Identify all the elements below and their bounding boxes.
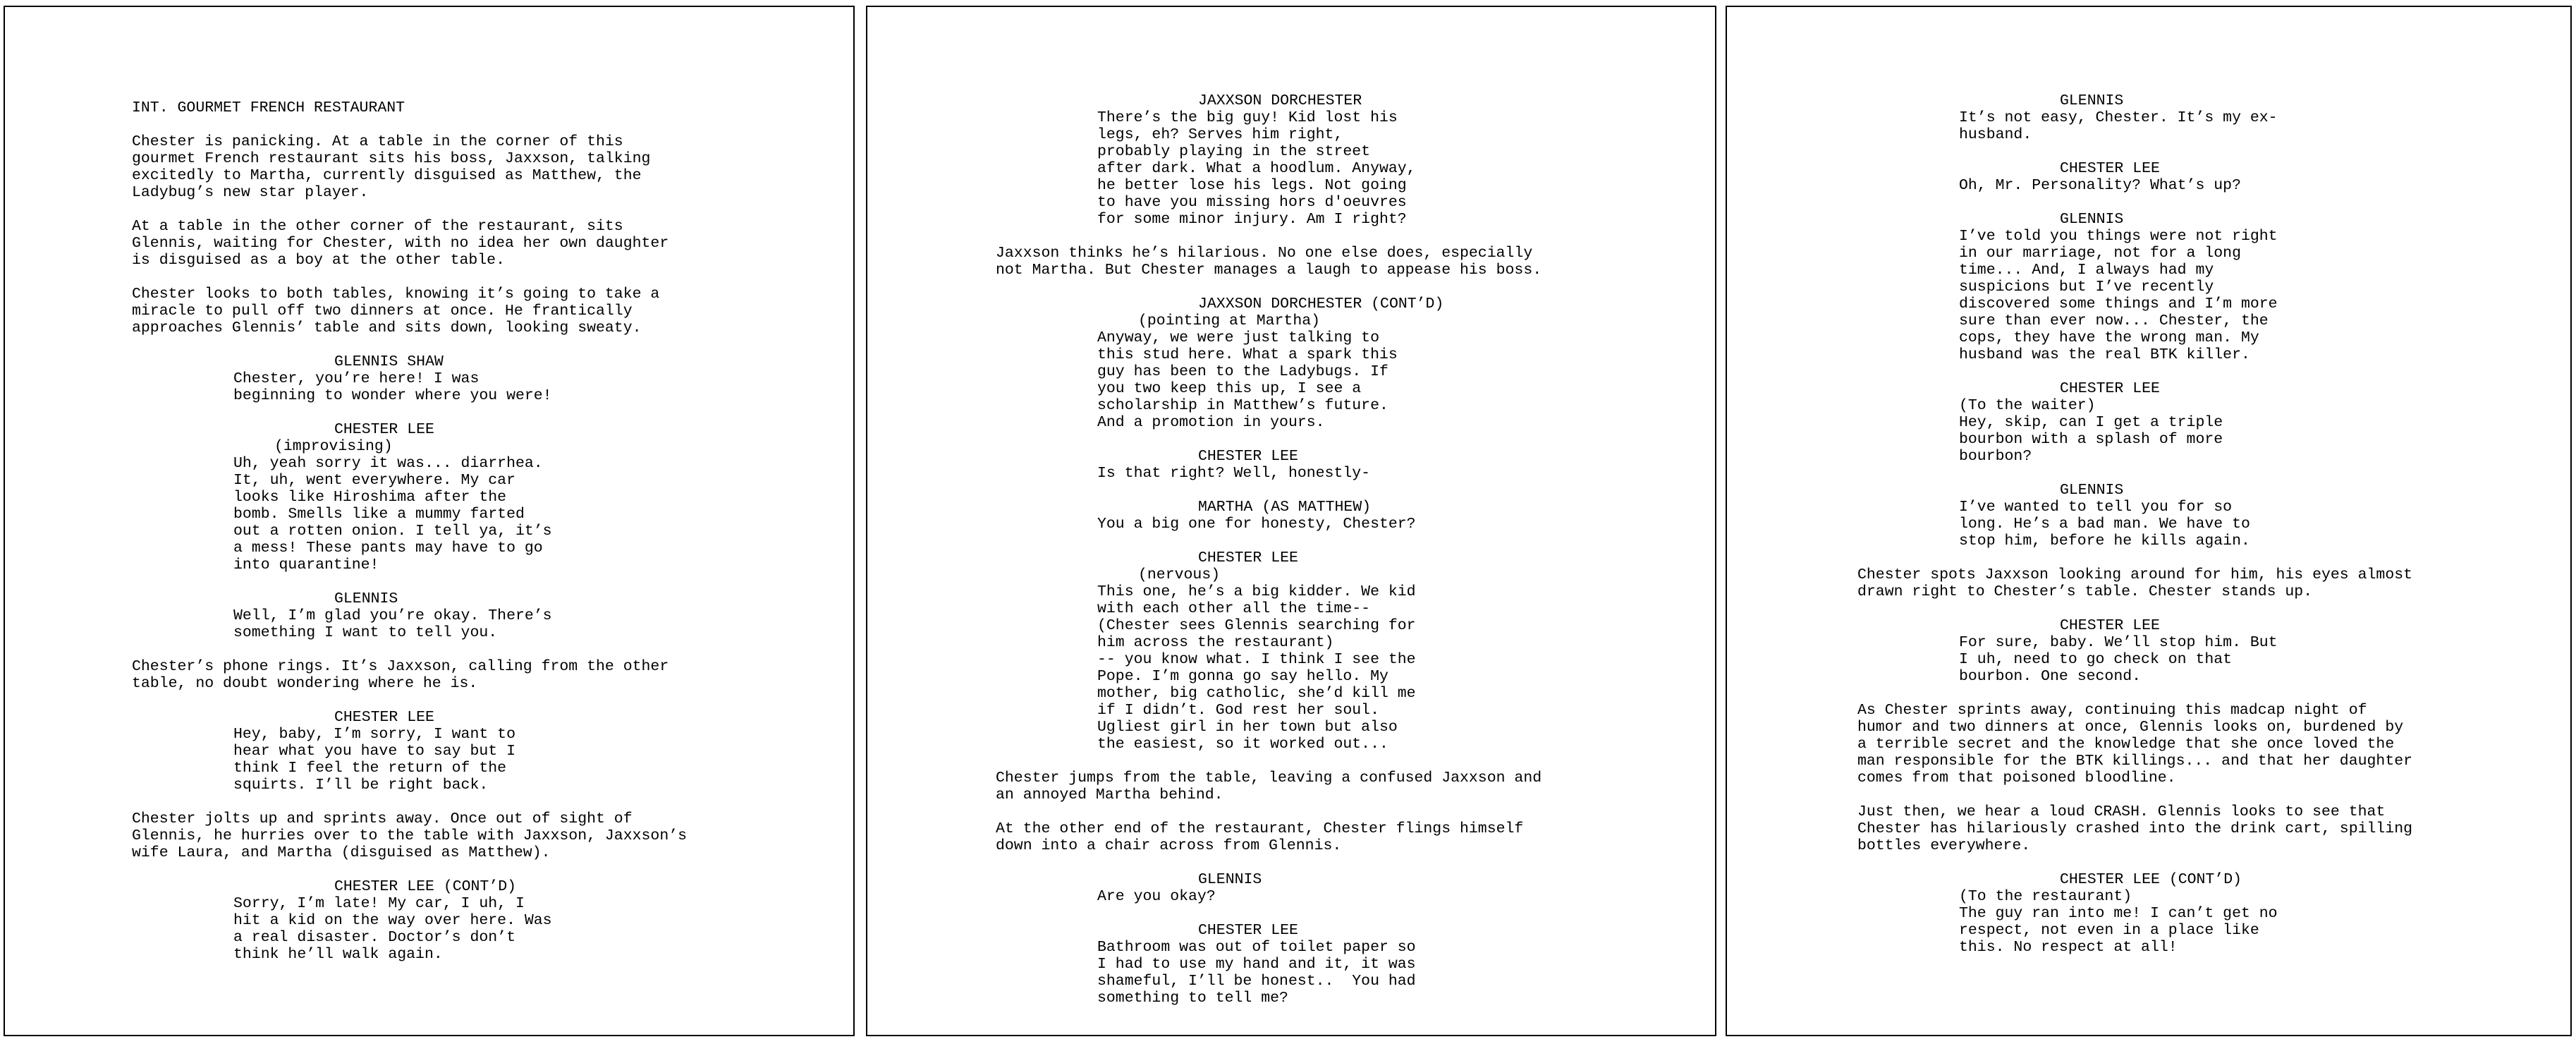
dialogue-text: Is that right? Well, honestly- bbox=[1097, 465, 1371, 482]
parenthetical: (nervous) bbox=[1138, 566, 1221, 583]
dialogue-text: Sorry, I’m late! My car, I uh, I hit a kid on the way over here. Was a real disaster. Doctor’s don’t think he’ll walk again. bbox=[233, 895, 552, 963]
character-name: GLENNIS bbox=[1198, 871, 1262, 888]
character-name: CHESTER LEE bbox=[334, 709, 434, 726]
page-content bbox=[996, 92, 1630, 1024]
scene-heading: INT. GOURMET FRENCH RESTAURANT bbox=[132, 99, 405, 116]
action-line: Chester’s phone rings. It’s Jaxxson, calling from the other table, no doubt wondering where he is. bbox=[132, 658, 669, 692]
dialogue-text: For sure, baby. We’ll stop him. But I uh, need to go check on that bourbon. One second. bbox=[1959, 634, 2278, 685]
character-name: CHESTER LEE bbox=[334, 421, 434, 438]
action-line: Just then, we hear a loud CRASH. Glennis looks to see that Chester has hilariously crashed into the drink cart, spilling bottles everywhere. bbox=[1857, 803, 2413, 854]
dialogue-block bbox=[132, 878, 767, 963]
dialogue-text: Well, I’m glad you’re okay. There’s something I want to tell you. bbox=[233, 607, 552, 641]
action-line: Chester looks to both tables, knowing it’s going to take a miracle to pull off two dinners at once. He frantically approaches Glennis’ table and sits down, looking sweaty. bbox=[132, 286, 660, 336]
character-name: CHESTER LEE bbox=[1198, 550, 1298, 566]
script-page-2 bbox=[866, 6, 1716, 1036]
dialogue-text: I’ve wanted to tell you for so long. He’s a bad man. We have to stop him, before he kills again. bbox=[1959, 499, 2250, 550]
dialogue-block bbox=[132, 353, 767, 404]
action-line: As Chester sprints away, continuing this madcap night of humor and two dinners at once, Glennis looks on, burdened by a terrible secret and the knowledge that she once loved the man responsible for the BTK killings... and that her daughter comes from that poisoned bloodline. bbox=[1857, 702, 2413, 787]
character-name: CHESTER LEE (CONT’D) bbox=[2060, 871, 2242, 888]
dialogue-block bbox=[1857, 482, 2492, 550]
parenthetical: (pointing at Martha) bbox=[1138, 312, 1321, 329]
dialogue-block bbox=[132, 421, 767, 573]
action-line: At a table in the other corner of the restaurant, sits Glennis, waiting for Chester, with no idea her own daughter is disguised as a boy at the other table. bbox=[132, 218, 669, 269]
script-page-3 bbox=[1726, 6, 2572, 1036]
dialogue-text: Chester, you’re here! I was beginning to wonder where you were! bbox=[233, 370, 552, 404]
dialogue-block bbox=[1857, 617, 2492, 685]
dialogue-block bbox=[132, 709, 767, 794]
character-name: GLENNIS bbox=[2060, 211, 2124, 228]
character-name: GLENNIS bbox=[2060, 482, 2124, 499]
dialogue-block bbox=[1857, 211, 2492, 363]
character-name: MARTHA (AS MATTHEW) bbox=[1198, 499, 1372, 516]
script-page-1 bbox=[4, 6, 855, 1036]
action-line: Chester jumps from the table, leaving a confused Jaxxson and an annoyed Martha behind. bbox=[996, 770, 1542, 803]
dialogue-block bbox=[996, 92, 1630, 228]
action-line: At the other end of the restaurant, Chester flings himself down into a chair across from Glennis. bbox=[996, 820, 1524, 854]
action-line: Chester spots Jaxxson looking around for him, his eyes almost drawn right to Chester’s table. Chester stands up. bbox=[1857, 566, 2413, 600]
character-name: JAXXSON DORCHESTER bbox=[1198, 92, 1362, 109]
dialogue-text: Anyway, we were just talking to this stud here. What a spark this guy has been to the Ladybugs. If you two keep this up, I see a scholarship in Matthew’s future. And a promotion in yours. bbox=[1097, 329, 1398, 431]
action-line: Jaxxson thinks he’s hilarious. No one else does, especially not Martha. But Chester manages a laugh to appease his boss. bbox=[996, 245, 1542, 279]
dialogue-text: Oh, Mr. Personality? What’s up? bbox=[1959, 177, 2241, 194]
dialogue-text: This one, he’s a big kidder. We kid with each other all the time-- (Chester sees Glennis searching for him across the restaurant) -- you know what. I think I see the Pope. I’m gonna go say hello. My mother, big catholic, she’d kill me if I didn’t. God rest her soul. Ugliest girl in her town but also the easiest, so it worked out... bbox=[1097, 583, 1416, 753]
character-name: CHESTER LEE bbox=[2060, 380, 2160, 397]
character-name: CHESTER LEE bbox=[1198, 448, 1298, 465]
character-name: GLENNIS SHAW bbox=[334, 353, 444, 370]
page-content bbox=[1857, 92, 2492, 973]
dialogue-block bbox=[996, 922, 1630, 1007]
dialogue-text: There’s the big guy! Kid lost his legs, eh? Serves him right, probably playing in the street after dark. What a hoodlum. Anyway, he better lose his legs. Not going to have you missing hors d'oeuvres for some minor injury. Am I right? bbox=[1097, 109, 1416, 228]
dialogue-block bbox=[996, 550, 1630, 753]
dialogue-text: (To the waiter) Hey, skip, can I get a triple bourbon with a splash of more bourbon? bbox=[1959, 397, 2223, 465]
character-name: CHESTER LEE bbox=[2060, 160, 2160, 177]
character-name: CHESTER LEE bbox=[2060, 617, 2160, 634]
dialogue-text: I’ve told you things were not right in our marriage, not for a long time... And, I always had my suspicions but I’ve recently discovered some things and I’m more sure than ever now... Chester, the cops, they have the wrong man. My husband was the real BTK killer. bbox=[1959, 228, 2278, 363]
page-content bbox=[132, 99, 767, 980]
dialogue-block bbox=[996, 871, 1630, 905]
dialogue-block bbox=[1857, 380, 2492, 465]
character-name: GLENNIS bbox=[334, 590, 398, 607]
dialogue-block bbox=[996, 499, 1630, 533]
dialogue-text: (To the restaurant) The guy ran into me! I can’t get no respect, not even in a place like this. No respect at all! bbox=[1959, 888, 2278, 956]
dialogue-text: You a big one for honesty, Chester? bbox=[1097, 516, 1416, 533]
character-name: CHESTER LEE bbox=[1198, 922, 1298, 939]
parenthetical: (improvising) bbox=[274, 438, 393, 455]
dialogue-block bbox=[1857, 92, 2492, 143]
dialogue-text: It’s not easy, Chester. It’s my ex- husband. bbox=[1959, 109, 2278, 143]
dialogue-text: Hey, baby, I’m sorry, I want to hear what you have to say but I think I feel the return of the squirts. I’ll be right back. bbox=[233, 726, 515, 794]
dialogue-block bbox=[132, 590, 767, 641]
character-name: GLENNIS bbox=[2060, 92, 2124, 109]
dialogue-block bbox=[1857, 871, 2492, 956]
dialogue-block bbox=[996, 448, 1630, 482]
dialogue-block bbox=[1857, 160, 2492, 194]
character-name: JAXXSON DORCHESTER (CONT’D) bbox=[1198, 296, 1444, 312]
dialogue-text: Uh, yeah sorry it was... diarrhea. It, uh, went everywhere. My car looks like Hiroshima after the bomb. Smells like a mummy farted out a rotten onion. I tell ya, it’s a mess! These pants may have to go into quarantine! bbox=[233, 455, 552, 573]
action-line: Chester is panicking. At a table in the corner of this gourmet French restaurant sits his boss, Jaxxson, talking excitedly to Martha, currently disguised as Matthew, the Ladybug’s new star player. bbox=[132, 133, 651, 201]
action-line: Chester jolts up and sprints away. Once out of sight of Glennis, he hurries over to the table with Jaxxson, Jaxxson’s wife Laura, and Martha (disguised as Matthew). bbox=[132, 811, 688, 861]
dialogue-text: Bathroom was out of toilet paper so I had to use my hand and it, it was shameful, I’ll be honest.. You had something to tell me? bbox=[1097, 939, 1416, 1007]
dialogue-text: Are you okay? bbox=[1097, 888, 1216, 905]
character-name: CHESTER LEE (CONT’D) bbox=[334, 878, 517, 895]
dialogue-block bbox=[996, 296, 1630, 431]
